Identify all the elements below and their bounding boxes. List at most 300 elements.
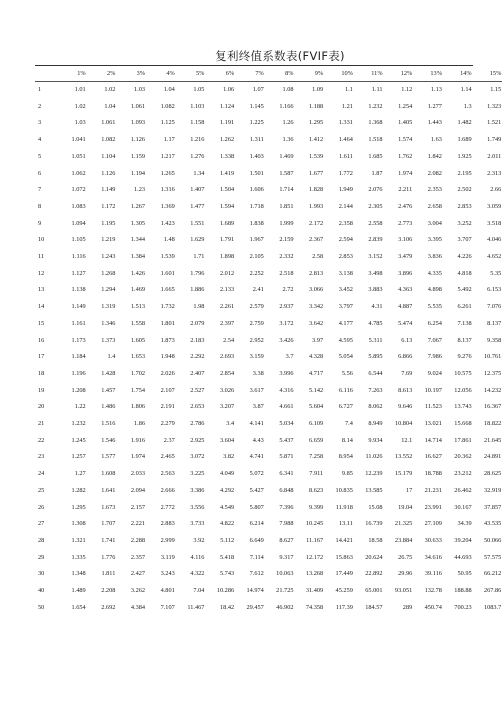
factor-cell: 12.239: [365, 470, 383, 478]
factor-cell: 2.37: [163, 436, 175, 444]
factor-cell: 6.544: [368, 369, 383, 377]
factor-cell: 1.689: [457, 136, 472, 144]
factor-cell: 14.974: [246, 587, 264, 595]
factor-cell: 5.112: [220, 536, 235, 544]
period-cell: 20: [38, 403, 45, 411]
factor-cell: 31.409: [305, 587, 324, 595]
factor-cell: 18.42: [219, 603, 235, 611]
factor-cell: 2.558: [368, 219, 383, 227]
factor-cell: 2.853: [338, 253, 353, 261]
factor-cell: 1.741: [101, 536, 116, 544]
factor-cell: 2.012: [219, 269, 235, 277]
factor-cell: 1.546: [101, 436, 116, 444]
factor-cell: 4.661: [279, 403, 294, 411]
factor-cell: 2.786: [190, 420, 205, 428]
factor-cell: 1.653: [130, 353, 146, 361]
factor-cell: 3.026: [219, 386, 235, 394]
period-cell: 30: [38, 570, 45, 578]
table-row: [35, 166, 502, 183]
factor-cell: 2.208: [101, 587, 116, 595]
factor-cell: 1.161: [71, 319, 86, 327]
factor-cell: 9.85: [341, 470, 353, 478]
factor-cell: 6.727: [338, 403, 353, 411]
factor-cell: 14.232: [483, 386, 502, 394]
factor-cell: 5.072: [249, 470, 264, 478]
table-row: [35, 333, 502, 350]
factor-cell: 1.851: [279, 202, 294, 210]
period-cell: 2: [38, 102, 42, 110]
table-row: [35, 516, 502, 533]
table-row: [35, 466, 502, 483]
factor-cell: 11.918: [335, 503, 353, 511]
factor-cell: 7.911: [309, 470, 324, 478]
factor-cell: 1.08: [282, 86, 294, 93]
factor-cell: 1.732: [160, 303, 175, 311]
factor-cell: 20.624: [365, 553, 383, 561]
factor-cell: 1.335: [71, 553, 86, 561]
table-row: [35, 316, 502, 333]
period-cell: 9: [38, 219, 42, 227]
factor-cell: 2.58: [312, 253, 324, 261]
factor-cell: 6.254: [427, 319, 442, 327]
factor-cell: 16.627: [424, 453, 442, 461]
factor-cell: 1.262: [219, 136, 235, 144]
factor-cell: 1.464: [338, 136, 353, 144]
factor-cell: 50.066: [483, 536, 502, 544]
factor-cell: 34.616: [424, 553, 442, 561]
factor-cell: 2.358: [338, 219, 353, 227]
factor-cell: 15.668: [454, 420, 472, 428]
factor-cell: 1083.7: [483, 603, 502, 611]
factor-cell: 3.836: [427, 253, 442, 261]
table-row: [35, 600, 502, 617]
factor-cell: 2.195: [457, 169, 472, 177]
factor-cell: 5.895: [368, 353, 383, 361]
factor-cell: 1.13: [430, 86, 442, 93]
factor-cell: 3.004: [427, 219, 442, 227]
rate-column-header: 13%: [413, 67, 443, 82]
factor-cell: 1.384: [130, 253, 146, 261]
factor-cell: 2.54: [223, 336, 235, 344]
factor-cell: 1.083: [71, 202, 86, 210]
period-cell: 27: [38, 520, 45, 528]
factor-cell: 2.66: [490, 186, 502, 194]
factor-cell: 9.358: [487, 336, 502, 344]
factor-cell: 1.184: [71, 353, 86, 361]
factor-cell: 1.369: [160, 202, 175, 210]
factor-cell: 5.418: [219, 553, 235, 561]
period-cell: 4: [38, 136, 42, 144]
period-cell: 6: [38, 169, 42, 177]
factor-cell: 1.295: [309, 119, 324, 127]
factor-cell: 3.106: [398, 236, 413, 244]
factor-cell: 1.15: [490, 86, 502, 93]
factor-cell: 1.513: [130, 303, 146, 311]
factor-cell: 13.021: [424, 420, 442, 428]
factor-cell: 4.335: [427, 269, 442, 277]
period-cell: 25: [38, 486, 45, 494]
factor-cell: 2.288: [130, 536, 146, 544]
factor-cell: 1.149: [101, 186, 116, 194]
factor-cell: 2.107: [160, 386, 175, 394]
factor-cell: 3.92: [193, 536, 205, 544]
factor-cell: 1.772: [338, 169, 353, 177]
factor-cell: 2.41: [252, 286, 264, 294]
factor-cell: 1.196: [71, 369, 86, 377]
factor-cell: 18.58: [368, 536, 383, 544]
factor-cell: 6.341: [279, 470, 294, 478]
factor-cell: 2.183: [190, 336, 205, 344]
factor-cell: 3.207: [219, 403, 235, 411]
factor-cell: 2.72: [282, 286, 294, 294]
factor-cell: 1.01: [74, 86, 86, 93]
factor-cell: 2.773: [398, 219, 413, 227]
factor-cell: 132.78: [424, 587, 442, 595]
factor-cell: 267.86: [483, 587, 502, 595]
factor-cell: 1.02: [74, 102, 86, 110]
factor-cell: 9.276: [457, 353, 472, 361]
factor-cell: 1.1: [345, 86, 353, 93]
factor-cell: 1.323: [487, 102, 502, 110]
factor-cell: 23.884: [394, 536, 413, 544]
factor-cell: 15.863: [335, 553, 353, 561]
factor-cell: 1.194: [130, 169, 146, 177]
factor-cell: 1.86: [134, 420, 146, 428]
period-cell: 28: [38, 536, 45, 544]
factor-cell: 4.046: [487, 236, 502, 244]
factor-cell: 4.43: [252, 436, 264, 444]
title-rule: [35, 65, 473, 66]
factor-cell: 12.1: [401, 436, 413, 444]
factor-cell: 4.822: [219, 520, 235, 528]
factor-cell: 1.294: [101, 286, 116, 294]
period-cell: 24: [38, 470, 45, 478]
factor-cell: 15.179: [394, 470, 413, 478]
factor-cell: 1.838: [249, 219, 264, 227]
factor-cell: 8.954: [338, 453, 353, 461]
factor-cell: 1.974: [130, 453, 146, 461]
factor-cell: 1.104: [101, 152, 116, 160]
factor-cell: 65.001: [365, 587, 383, 595]
factor-cell: 3.252: [457, 219, 472, 227]
factor-cell: 2.079: [190, 319, 205, 327]
factor-cell: 1.443: [427, 119, 442, 127]
factor-cell: 7.107: [160, 603, 175, 611]
factor-cell: 11.026: [365, 453, 383, 461]
factor-cell: 3.479: [398, 253, 413, 261]
factor-cell: 1.714: [279, 186, 294, 194]
factor-cell: 3.138: [338, 269, 353, 277]
factor-cell: 289: [402, 603, 413, 611]
factor-cell: 1.707: [101, 520, 116, 528]
factor-cell: 4.652: [487, 253, 502, 261]
factor-cell: 14.714: [424, 436, 442, 444]
factor-cell: 1.594: [219, 202, 235, 210]
factor-cell: 4.316: [279, 386, 294, 394]
factor-cell: 1.062: [71, 169, 86, 177]
factor-cell: 2.518: [279, 269, 294, 277]
factor-cell: 2.502: [457, 186, 472, 194]
factor-cell: 6.261: [457, 303, 472, 311]
factor-cell: 1.87: [371, 169, 383, 177]
factor-cell: 2.159: [279, 236, 294, 244]
factor-cell: 1.23: [134, 186, 146, 194]
factor-cell: 4.384: [130, 603, 146, 611]
factor-cell: 39.116: [424, 570, 442, 578]
factor-cell: 1.02: [104, 86, 116, 93]
period-cell: 10: [38, 236, 45, 244]
factor-cell: 12.375: [483, 369, 502, 377]
factor-cell: 2.693: [219, 353, 235, 361]
factor-cell: 1.426: [130, 269, 146, 277]
factor-cell: 1.34: [193, 169, 205, 177]
factor-cell: 10.286: [216, 587, 235, 595]
factor-cell: 4.898: [427, 286, 442, 294]
factor-cell: 5.427: [249, 486, 264, 494]
factor-cell: 7.988: [279, 520, 294, 528]
period-cell: 29: [38, 553, 45, 561]
table-row: [35, 483, 502, 500]
factor-cell: 18.788: [424, 470, 442, 478]
factor-cell: 1.311: [249, 136, 264, 144]
table-row: [35, 399, 502, 416]
factor-cell: 57.575: [483, 553, 502, 561]
table-row: [35, 182, 502, 199]
factor-cell: 28.625: [483, 470, 502, 478]
table-row: [35, 500, 502, 517]
factor-cell: 6.659: [309, 436, 324, 444]
factor-cell: 5.437: [279, 436, 294, 444]
factor-cell: 2.105: [249, 253, 264, 261]
period-cell: 16: [38, 336, 45, 344]
factor-cell: 4.141: [249, 420, 264, 428]
factor-cell: 3.072: [190, 453, 205, 461]
factor-cell: 1.319: [101, 303, 116, 311]
factor-cell: 3.82: [223, 453, 235, 461]
factor-cell: 3.996: [279, 369, 294, 377]
factor-cell: 5.492: [457, 286, 472, 294]
factor-cell: 1.762: [398, 152, 413, 160]
table-row: [35, 132, 502, 149]
factor-cell: 8.137: [457, 336, 472, 344]
factor-cell: 5.807: [249, 503, 264, 511]
rate-column-header: 4%: [146, 67, 176, 82]
factor-cell: 1.06: [223, 86, 235, 93]
factor-cell: 1.886: [190, 286, 205, 294]
factor-cell: 23.212: [454, 470, 472, 478]
rate-column-header: 5%: [176, 67, 206, 82]
factor-cell: 2.594: [338, 236, 353, 244]
factor-cell: 45.259: [335, 587, 353, 595]
factor-cell: 3.342: [309, 303, 324, 311]
factor-cell: 4.049: [219, 470, 235, 478]
factor-cell: 4.328: [309, 353, 324, 361]
factor-cell: 5.871: [279, 453, 294, 461]
factor-cell: 24.891: [483, 453, 502, 461]
factor-cell: 1.219: [101, 236, 116, 244]
factor-cell: 1.344: [130, 236, 146, 244]
factor-cell: 3.896: [398, 269, 413, 277]
factor-cell: 1.469: [130, 286, 146, 294]
factor-cell: 4.818: [457, 269, 472, 277]
factor-cell: 1.217: [160, 152, 175, 160]
factor-cell: 10.197: [424, 386, 442, 394]
factor-cell: 1.173: [71, 336, 86, 344]
factor-cell: 1.419: [219, 169, 235, 177]
factor-cell: 2.692: [101, 603, 116, 611]
factor-cell: 1.105: [71, 236, 86, 244]
factor-cell: 1.873: [160, 336, 175, 344]
factor-cell: 14.421: [335, 536, 353, 544]
factor-cell: 1.925: [457, 152, 472, 160]
factor-cell: 1.308: [71, 520, 86, 528]
factor-cell: 5.054: [338, 353, 353, 361]
factor-cell: 3.733: [190, 520, 205, 528]
factor-cell: 3.426: [279, 336, 294, 344]
factor-cell: 13.552: [394, 453, 413, 461]
factor-cell: 2.952: [249, 336, 264, 344]
factor-cell: 1.072: [71, 186, 86, 194]
table-row: [35, 82, 502, 99]
factor-cell: 9.399: [309, 503, 324, 511]
factor-cell: 7.69: [401, 369, 413, 377]
factor-cell: 4.717: [309, 369, 324, 377]
factor-cell: 2.357: [130, 553, 146, 561]
factor-cell: 1.243: [101, 253, 116, 261]
factor-cell: 1.265: [160, 169, 175, 177]
factor-cell: 2.157: [130, 503, 146, 511]
factor-cell: 10.575: [454, 369, 472, 377]
factor-cell: 1.225: [249, 119, 264, 127]
factor-cell: 7.04: [193, 587, 205, 595]
factor-cell: 1.558: [130, 319, 146, 327]
factor-cell: 10.761: [483, 353, 502, 361]
factor-cell: 2.658: [427, 202, 442, 210]
factor-cell: 2.026: [160, 369, 175, 377]
factor-cell: 2.476: [398, 202, 413, 210]
factor-cell: 2.854: [219, 369, 235, 377]
factor-cell: 9.317: [279, 553, 294, 561]
factor-cell: 450.74: [424, 603, 442, 611]
period-cell: 3: [38, 119, 42, 127]
factor-cell: 3.617: [249, 386, 264, 394]
factor-cell: 1.948: [160, 353, 175, 361]
factor-cell: 1.754: [130, 386, 146, 394]
factor-cell: 15.08: [368, 503, 383, 511]
factor-cell: 1.103: [190, 102, 205, 110]
factor-cell: 4.322: [190, 570, 205, 578]
factor-cell: 1.368: [368, 119, 383, 127]
rate-column-header: 15%: [473, 67, 502, 82]
factor-cell: 184.57: [365, 603, 383, 611]
factor-cell: 1.407: [190, 186, 205, 194]
factor-cell: 4.363: [398, 286, 413, 294]
factor-cell: 21.645: [483, 436, 502, 444]
factor-cell: 29.457: [246, 603, 264, 611]
table-header-row: [35, 67, 502, 82]
factor-cell: 1.321: [71, 536, 86, 544]
table-row: [35, 433, 502, 450]
factor-cell: 1.811: [101, 570, 116, 578]
factor-cell: 3.386: [190, 486, 205, 494]
factor-cell: 1.539: [309, 152, 324, 160]
factor-cell: 4.549: [219, 503, 235, 511]
factor-cell: 1.577: [101, 453, 116, 461]
factor-cell: 4.595: [338, 336, 353, 344]
factor-cell: 1.521: [487, 119, 502, 127]
rate-column-header: 11%: [354, 67, 384, 82]
factor-cell: 2.883: [160, 520, 175, 528]
factor-cell: 1.98: [193, 303, 205, 311]
factor-cell: 3.119: [160, 553, 175, 561]
factor-cell: 1.606: [249, 186, 264, 194]
factor-cell: 1.124: [219, 102, 235, 110]
factor-cell: 8.613: [398, 386, 413, 394]
factor-cell: 1.061: [101, 119, 116, 127]
factor-cell: 7.258: [309, 453, 324, 461]
factor-cell: 27.109: [424, 520, 442, 528]
factor-cell: 3.556: [190, 503, 205, 511]
table-row: [35, 583, 502, 600]
factor-cell: 3.159: [249, 353, 264, 361]
factor-cell: 1.504: [219, 186, 235, 194]
factor-cell: 188.88: [454, 587, 472, 595]
factor-cell: 2.527: [190, 386, 205, 394]
factor-cell: 3.059: [487, 202, 502, 210]
period-cell: 1: [38, 86, 42, 93]
factor-cell: 3.642: [309, 319, 324, 327]
factor-cell: 7.986: [427, 353, 442, 361]
factor-cell: 2.397: [219, 319, 235, 327]
factor-cell: 8.14: [341, 436, 353, 444]
factor-cell: 12.172: [305, 553, 324, 561]
factor-cell: 1.539: [160, 253, 175, 261]
factor-cell: 10.063: [276, 570, 294, 578]
factor-cell: 3.498: [368, 269, 383, 277]
factor-cell: 2.465: [160, 453, 175, 461]
factor-cell: 34.39: [457, 520, 472, 528]
factor-cell: 1.245: [71, 436, 86, 444]
factor-cell: 1.348: [71, 570, 86, 578]
period-cell: 11: [38, 253, 45, 261]
period-cell: 19: [38, 386, 45, 394]
factor-cell: 1.216: [190, 136, 205, 144]
factor-cell: 74.358: [305, 603, 324, 611]
rate-column-header: 9%: [295, 67, 325, 82]
factor-cell: 1.403: [249, 152, 264, 160]
factor-cell: 1.149: [71, 303, 86, 311]
factor-cell: 32.919: [483, 486, 502, 494]
factor-cell: 4.116: [190, 553, 205, 561]
factor-cell: 1.601: [160, 269, 175, 277]
factor-cell: 8.627: [279, 536, 294, 544]
factor-cell: 21.325: [394, 520, 413, 528]
factor-cell: 3.395: [427, 236, 442, 244]
factor-cell: 1.316: [160, 186, 175, 194]
factor-cell: 3.707: [457, 236, 472, 244]
factor-cell: 6.214: [249, 520, 264, 528]
factor-cell: 1.654: [71, 603, 86, 611]
table-row: [35, 299, 502, 316]
factor-cell: 1.718: [249, 202, 264, 210]
factor-cell: 13.268: [305, 570, 324, 578]
factor-cell: 9.646: [398, 403, 413, 411]
factor-cell: 10.245: [305, 520, 324, 528]
factor-cell: 1.254: [398, 102, 413, 110]
factor-cell: 1.608: [101, 470, 116, 478]
factor-cell: 4.177: [338, 319, 353, 327]
factor-cell: 1.486: [101, 403, 116, 411]
